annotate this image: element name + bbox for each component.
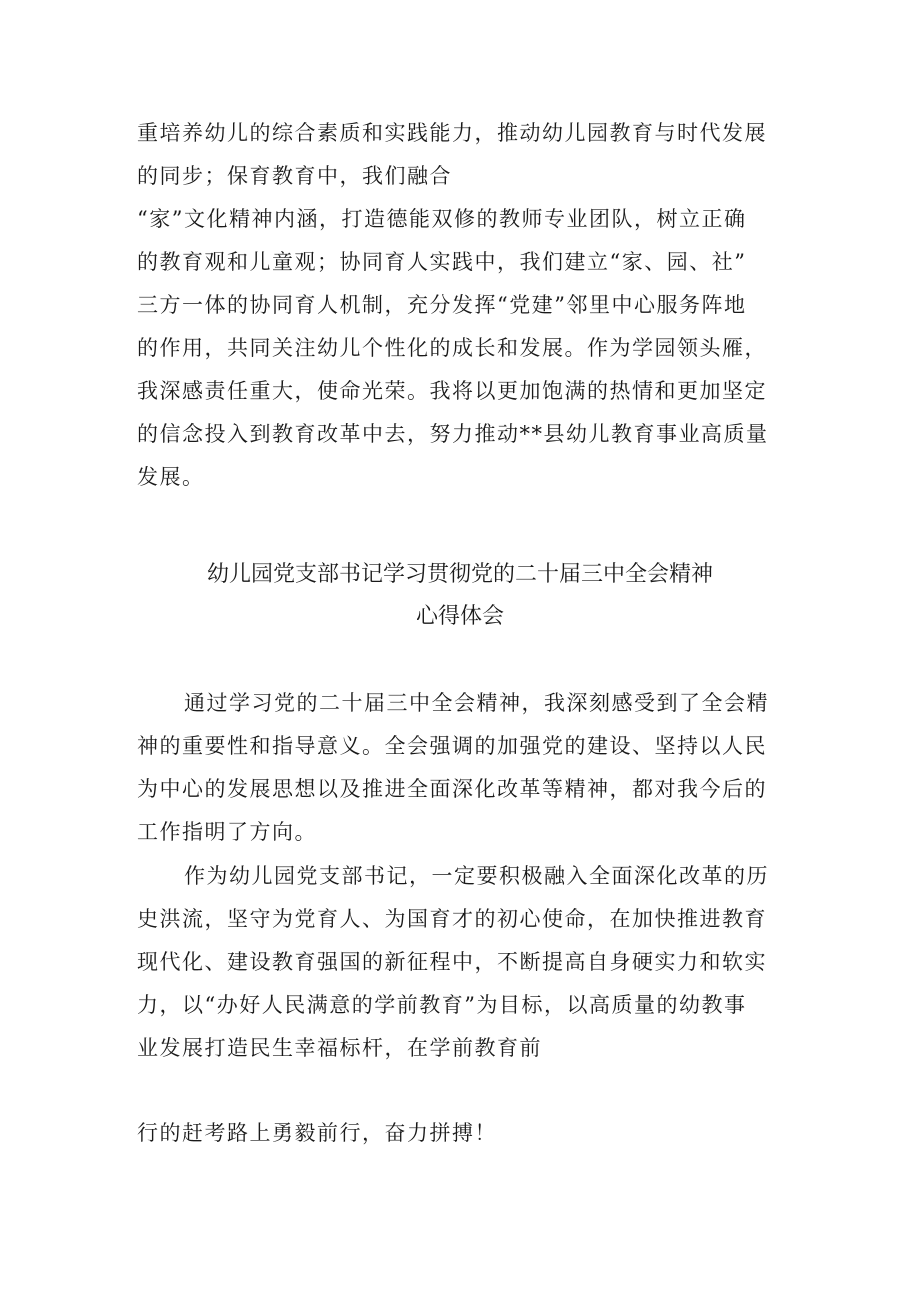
text-line: 的教育观和儿童观；协同育人实践中，我们建立“家、园、社” (137, 250, 747, 274)
text-line: 作为幼儿园党支部书记，一定要积极融入全面深化改革的历 (184, 864, 769, 888)
text-line: 我深感责任重大，使命光荣。我将以更加饱满的热情和更加坚定 (137, 379, 767, 403)
text-line: 重培养幼儿的综合素质和实践能力，推动幼儿园教育与时代发展 (137, 121, 767, 145)
text-line: 行的赶考路上勇毅前行，奋力拼搏！ (137, 1121, 497, 1145)
title-line-2: 心得体会 (415, 604, 504, 629)
text-line: 为中心的发展思想以及推进全面深化改革等精神，都对我今后的 (137, 777, 767, 801)
text-line: 三方一体的协同育人机制，充分发挥“党建”邻里中心服务阵地 (137, 293, 747, 317)
text-line: 的作用，共同关注幼儿个性化的成长和发展。作为学园领头雁， (137, 336, 767, 360)
text-line: 现代化、建设教育强国的新征程中，不断提高自身硬实力和软实 (137, 950, 767, 974)
title-line-1: 幼儿园党支部书记学习贯彻党的二十届三中全会精神 (206, 562, 713, 587)
text-line: 业发展打造民生幸福标杆，在学前教育前 (137, 1036, 542, 1060)
text-line: 发展。 (137, 465, 205, 489)
text-line: 通过学习党的二十届三中全会精神，我深刻感受到了全会精 (184, 691, 769, 715)
text-line: 的信念投入到教育改革中去，努力推动**县幼儿教育事业高质量 (137, 422, 769, 446)
text-line: 工作指明了方向。 (137, 820, 317, 844)
text-line: 神的重要性和指导意义。全会强调的加强党的建设、坚持以人民 (137, 734, 767, 758)
text-line: 的同步；保育教育中，我们融合 (137, 164, 452, 188)
text-line: 力，以“办好人民满意的学前教育”为目标，以高质量的幼教事 (137, 993, 747, 1017)
text-line: 史洪流，坚守为党育人、为国育才的初心使命，在加快推进教育 (137, 907, 767, 931)
text-line: “家”文化精神内涵，打造德能双修的教师专业团队，树立正确 (137, 207, 747, 231)
